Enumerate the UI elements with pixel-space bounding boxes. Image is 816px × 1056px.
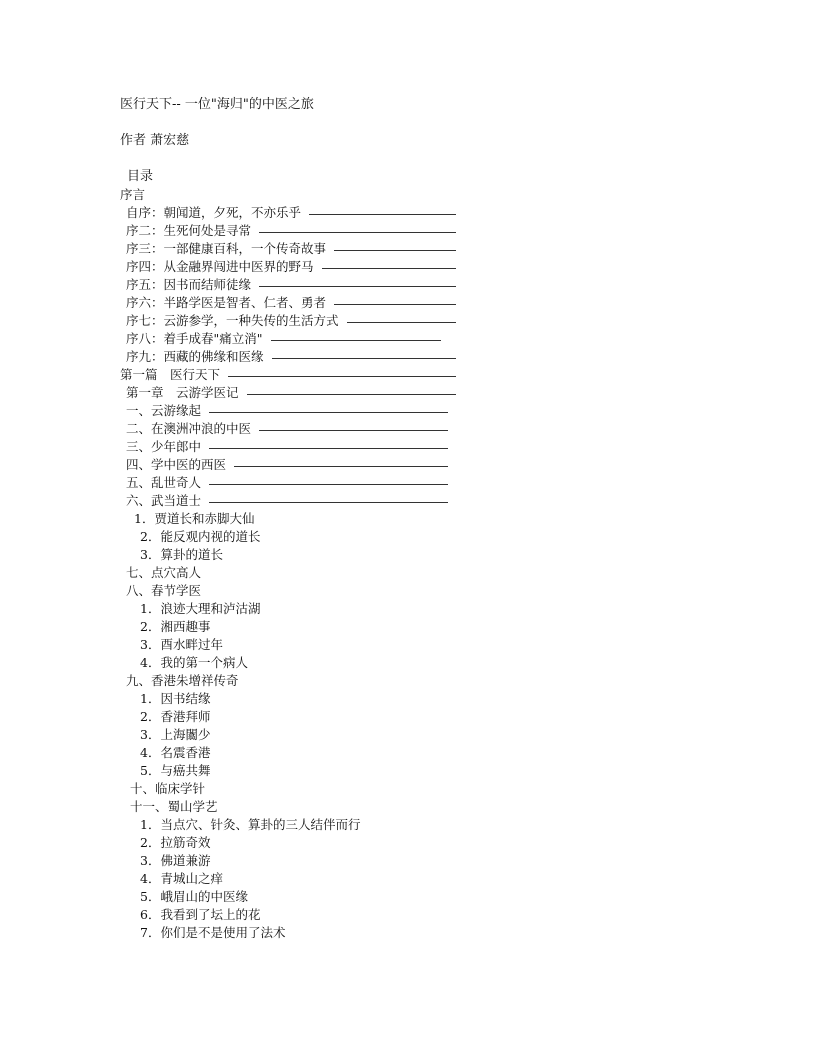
toc-entry[interactable] (120, 906, 720, 924)
dotted-leader (228, 376, 456, 377)
toc-entry-label: 3．酉水畔过年 (140, 637, 223, 652)
document-title: 医行天下-- 一位"海归"的中医之旅 (120, 97, 314, 112)
dotted-leader (271, 340, 442, 341)
dotted-leader (209, 412, 448, 413)
toc-entry-label: 7．你们是不是使用了法术 (140, 925, 286, 940)
toc-entry[interactable] (120, 852, 720, 870)
toc-entry-label: 序八：着手成春"痛立消" (126, 331, 263, 346)
toc-entry-label: 3．算卦的道长 (140, 547, 223, 562)
toc-entry-label: 4．青城山之痒 (140, 871, 223, 886)
toc-entry-label: 3．上海闟少 (140, 727, 211, 742)
dotted-leader (334, 250, 456, 251)
toc-entry-label: 4．我的第一个病人 (140, 655, 248, 670)
toc-entry[interactable] (120, 582, 720, 600)
dotted-leader (259, 430, 448, 431)
toc-entry-label: 2．拉筋奇效 (140, 835, 211, 850)
toc-entry-label: 序九：西藏的佛缘和医缘 (126, 349, 264, 364)
toc-entry-label: 4．名震香港 (140, 745, 211, 760)
toc-heading: 目录 (127, 169, 154, 184)
dotted-leader (322, 268, 456, 269)
toc-entry-label: 十一、蜀山学艺 (130, 799, 218, 814)
toc-entry[interactable] (120, 366, 720, 384)
toc-entry[interactable] (120, 546, 720, 564)
toc-entry-label: 八、春节学医 (126, 583, 202, 598)
toc-entry[interactable] (120, 816, 720, 834)
toc-entry[interactable] (120, 294, 720, 312)
toc-entry[interactable] (120, 654, 720, 672)
dotted-leader (334, 304, 456, 305)
toc-entry[interactable] (120, 510, 720, 528)
dotted-leader (347, 322, 456, 323)
dotted-leader (209, 448, 448, 449)
toc-entry-label: 第一章 云游学医记 (126, 385, 239, 400)
toc-entry-label: 5．与癌共舞 (140, 763, 211, 778)
toc-entry-label: 1．贾道长和赤脚大仙 (134, 511, 255, 526)
toc-entry[interactable] (120, 402, 720, 420)
toc-entry-label: 1．因书结缘 (140, 691, 211, 706)
toc-entry[interactable] (120, 276, 720, 294)
toc-entry[interactable] (120, 708, 720, 726)
toc-entry[interactable] (120, 384, 720, 402)
toc-entry[interactable] (120, 870, 720, 888)
toc-entry-label: 第一篇 医行天下 (120, 367, 221, 382)
toc-entry-label: 序言 (120, 187, 146, 202)
toc-entry-label: 九、香港朱增祥传奇 (126, 673, 239, 688)
toc-entry-label: 三、少年郎中 (126, 439, 202, 454)
toc-entry[interactable] (120, 528, 720, 546)
toc-entry-label: 序七：云游参学，一种失传的生活方式 (126, 313, 339, 328)
dotted-leader (309, 214, 456, 215)
dotted-leader (209, 484, 448, 485)
toc-entry-label: 二、在澳洲冲浪的中医 (126, 421, 252, 436)
toc-entry[interactable] (120, 888, 720, 906)
toc-entry-label: 1．浪迹大理和泸沽湖 (140, 601, 261, 616)
toc-entry-label: 序六：半路学医是智者、仁者、勇者 (126, 295, 327, 310)
toc-entry[interactable] (120, 438, 720, 456)
toc-entry-label: 1．当点穴、针灸、算卦的三人结伴而行 (140, 817, 361, 832)
toc-entry[interactable] (120, 186, 720, 204)
toc-entry[interactable] (120, 636, 720, 654)
dotted-leader (259, 232, 456, 233)
dotted-leader (247, 394, 456, 395)
toc-entry[interactable] (120, 600, 720, 618)
toc-entry-label: 六、武当道士 (126, 493, 202, 508)
toc-entry-label: 一、云游缘起 (126, 403, 202, 418)
toc-entry[interactable] (120, 456, 720, 474)
dotted-leader (259, 286, 456, 287)
toc-entry-label: 序二：生死何处是寻常 (126, 223, 252, 238)
toc-entry[interactable] (120, 474, 720, 492)
toc-entry[interactable] (120, 258, 720, 276)
toc-entry-label: 序四：从金融界闯进中医界的野马 (126, 259, 314, 274)
toc-entry[interactable] (120, 312, 720, 330)
toc-entry[interactable] (120, 618, 720, 636)
toc-entry[interactable] (120, 240, 720, 258)
toc-entry-label: 2．湘西趣事 (140, 619, 211, 634)
toc-entry-label: 2．香港拜师 (140, 709, 211, 724)
toc-entry[interactable] (120, 492, 720, 510)
toc-entry[interactable] (120, 348, 720, 366)
toc-entry[interactable] (120, 564, 720, 582)
dotted-leader (209, 502, 448, 503)
table-of-contents (120, 186, 720, 942)
toc-entry[interactable] (120, 798, 720, 816)
toc-entry-label: 七、点穴高人 (126, 565, 202, 580)
toc-entry[interactable] (120, 780, 720, 798)
toc-entry-label: 序五：因书而结师徒缘 (126, 277, 252, 292)
dotted-leader (234, 466, 448, 467)
dotted-leader (272, 358, 456, 359)
toc-entry[interactable] (120, 672, 720, 690)
toc-entry-label: 5．峨眉山的中医缘 (140, 889, 248, 904)
toc-entry[interactable] (120, 762, 720, 780)
author-line: 作者 萧宏慈 (120, 133, 190, 148)
toc-entry-label: 五、乱世奇人 (126, 475, 202, 490)
toc-entry-label: 十、临床学针 (130, 781, 206, 796)
toc-entry-label: 自序：朝闻道，夕死，不亦乐乎 (126, 205, 302, 220)
toc-entry[interactable] (120, 420, 720, 438)
toc-entry[interactable] (120, 330, 720, 348)
toc-entry[interactable] (120, 924, 720, 942)
toc-entry-label: 2．能反观内视的道长 (140, 529, 261, 544)
toc-entry[interactable] (120, 834, 720, 852)
toc-entry-label: 序三：一部健康百科，一个传奇故事 (126, 241, 327, 256)
toc-entry-label: 四、学中医的西医 (126, 457, 227, 472)
toc-entry[interactable] (120, 204, 720, 222)
toc-entry[interactable] (120, 222, 720, 240)
toc-entry-label: 3．佛道兼游 (140, 853, 211, 868)
toc-entry[interactable] (120, 690, 720, 708)
toc-entry-label: 6．我看到了坛上的花 (140, 907, 261, 922)
toc-entry[interactable] (120, 744, 720, 762)
toc-entry[interactable] (120, 726, 720, 744)
